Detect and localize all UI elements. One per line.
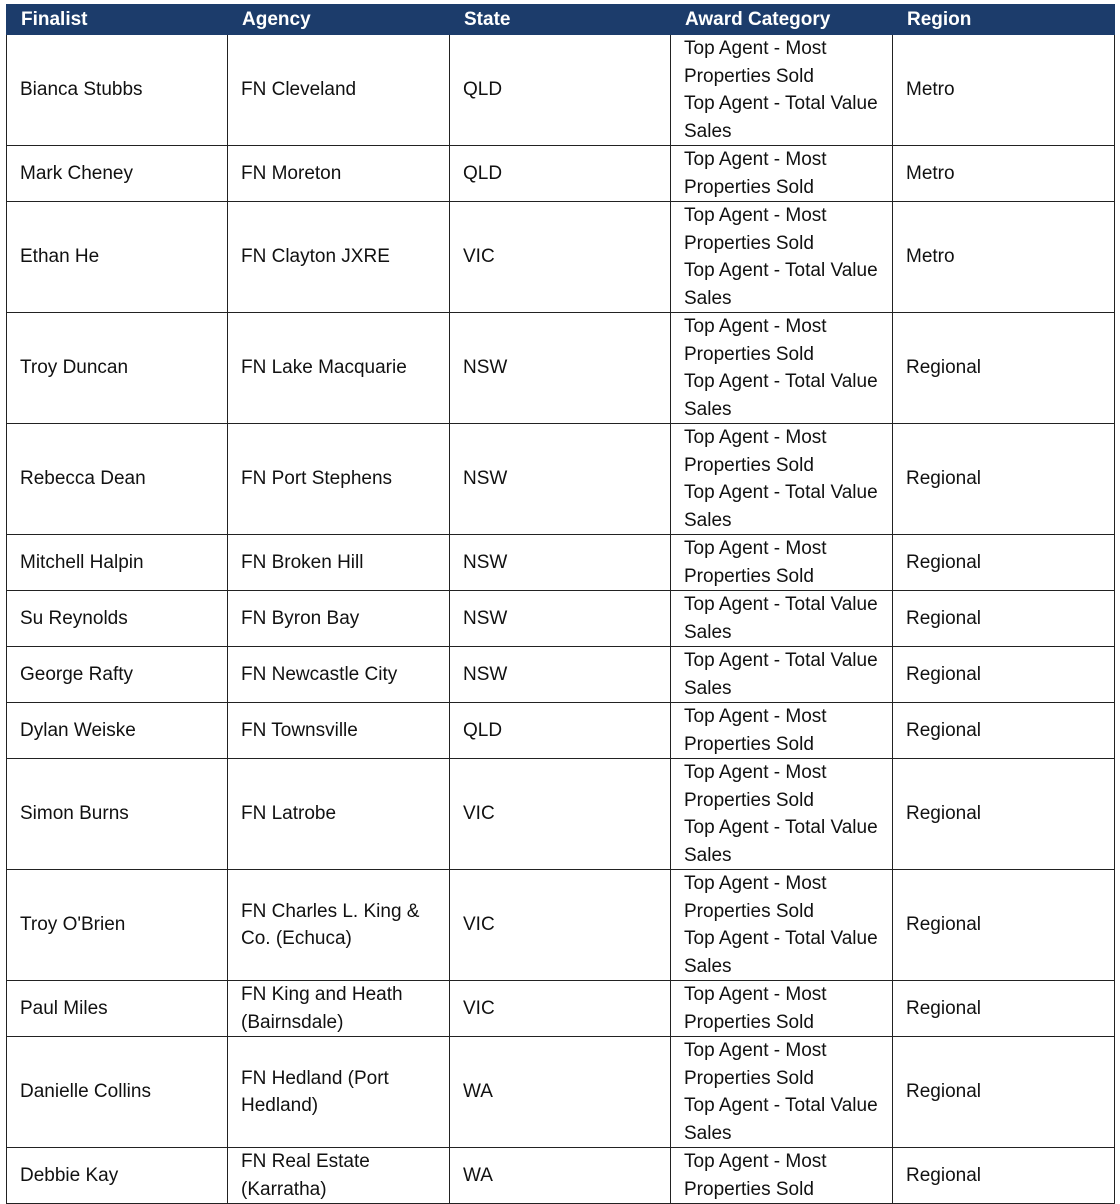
table-row: [7, 202, 1115, 313]
finalists-table: [6, 4, 1115, 1204]
award-category-cell: [671, 202, 893, 313]
state-cell: WA: [450, 1037, 671, 1148]
agency-cell: FN Moreton: [228, 146, 450, 202]
award-category-cell: [671, 146, 893, 202]
header-finalist: Finalist: [7, 5, 228, 35]
award-category-item: Top Agent - Most Properties Sold: [684, 706, 827, 755]
state-cell: NSW: [450, 647, 671, 703]
agency-cell: FN Broken Hill: [228, 535, 450, 591]
finalist-cell: Troy Duncan: [7, 313, 228, 424]
finalists-table-wrapper: [6, 4, 1114, 1204]
table-row: [7, 647, 1115, 703]
award-category-item: Top Agent - Total Value Sales: [684, 928, 878, 977]
agency-cell: FN Real Estate (Karratha): [228, 1148, 450, 1204]
award-category-cell: [671, 1037, 893, 1148]
award-category-cell: [671, 981, 893, 1037]
region-cell: Regional: [893, 1037, 1115, 1148]
award-category-cell: [671, 35, 893, 146]
award-category-item: Top Agent - Most Properties Sold: [684, 149, 827, 198]
agency-cell: FN Charles L. King & Co. (Echuca): [228, 870, 450, 981]
agency-cell: FN Cleveland: [228, 35, 450, 146]
table-row: [7, 759, 1115, 870]
award-category-cell: [671, 759, 893, 870]
state-cell: QLD: [450, 703, 671, 759]
table-header: [7, 5, 1115, 35]
award-category-item: Top Agent - Most Properties Sold: [684, 427, 827, 476]
region-cell: Regional: [893, 647, 1115, 703]
header-agency: Agency: [228, 5, 450, 35]
award-category-item: Top Agent - Most Properties Sold: [684, 984, 827, 1033]
finalist-cell: Troy O'Brien: [7, 870, 228, 981]
region-cell: Regional: [893, 424, 1115, 535]
state-cell: QLD: [450, 35, 671, 146]
agency-cell: FN Clayton JXRE: [228, 202, 450, 313]
region-cell: Regional: [893, 703, 1115, 759]
table-row: [7, 1148, 1115, 1204]
region-cell: Regional: [893, 981, 1115, 1037]
finalist-cell: Paul Miles: [7, 981, 228, 1037]
award-category-cell: [671, 870, 893, 981]
award-category-item: Top Agent - Most Properties Sold: [684, 205, 827, 254]
finalist-cell: Dylan Weiske: [7, 703, 228, 759]
award-category-cell: [671, 535, 893, 591]
header-region: Region: [893, 5, 1115, 35]
finalist-cell: Ethan He: [7, 202, 228, 313]
agency-cell: FN Townsville: [228, 703, 450, 759]
award-category-item: Top Agent - Total Value Sales: [684, 260, 878, 309]
table-row: [7, 1037, 1115, 1148]
award-category-item: Top Agent - Most Properties Sold: [684, 1151, 827, 1200]
agency-cell: FN Newcastle City: [228, 647, 450, 703]
region-cell: Regional: [893, 591, 1115, 647]
award-category-item: Top Agent - Most Properties Sold: [684, 1040, 827, 1089]
award-category-cell: [671, 647, 893, 703]
award-category-item: Top Agent - Total Value Sales: [684, 482, 878, 531]
agency-cell: FN Byron Bay: [228, 591, 450, 647]
award-category-item: Top Agent - Most Properties Sold: [684, 762, 827, 811]
region-cell: Metro: [893, 202, 1115, 313]
agency-cell: FN Port Stephens: [228, 424, 450, 535]
award-category-item: Top Agent - Total Value Sales: [684, 650, 878, 699]
region-cell: Metro: [893, 146, 1115, 202]
finalist-cell: Su Reynolds: [7, 591, 228, 647]
award-category-cell: [671, 591, 893, 647]
finalist-cell: Mark Cheney: [7, 146, 228, 202]
agency-cell: FN Hedland (Port Hedland): [228, 1037, 450, 1148]
table-row: [7, 870, 1115, 981]
finalist-cell: Debbie Kay: [7, 1148, 228, 1204]
state-cell: QLD: [450, 146, 671, 202]
agency-cell: FN Lake Macquarie: [228, 313, 450, 424]
award-category-item: Top Agent - Total Value Sales: [684, 1095, 878, 1144]
award-category-item: Top Agent - Most Properties Sold: [684, 873, 827, 922]
award-category-item: Top Agent - Most Properties Sold: [684, 538, 827, 587]
award-category-item: Top Agent - Total Value Sales: [684, 371, 878, 420]
finalist-cell: Bianca Stubbs: [7, 35, 228, 146]
region-cell: Metro: [893, 35, 1115, 146]
table-row: [7, 535, 1115, 591]
award-category-cell: [671, 703, 893, 759]
finalist-cell: Mitchell Halpin: [7, 535, 228, 591]
region-cell: Regional: [893, 535, 1115, 591]
finalist-cell: George Rafty: [7, 647, 228, 703]
header-row: [7, 5, 1115, 35]
state-cell: VIC: [450, 981, 671, 1037]
award-category-cell: [671, 424, 893, 535]
finalist-cell: Simon Burns: [7, 759, 228, 870]
table-row: [7, 703, 1115, 759]
state-cell: WA: [450, 1148, 671, 1204]
finalist-cell: Danielle Collins: [7, 1037, 228, 1148]
table-row: [7, 35, 1115, 146]
agency-cell: FN Latrobe: [228, 759, 450, 870]
award-category-cell: [671, 1148, 893, 1204]
region-cell: Regional: [893, 759, 1115, 870]
table-row: [7, 313, 1115, 424]
table-body: [7, 35, 1115, 1204]
header-award-category: Award Category: [671, 5, 893, 35]
region-cell: Regional: [893, 870, 1115, 981]
agency-cell: FN King and Heath (Bairnsdale): [228, 981, 450, 1037]
region-cell: Regional: [893, 313, 1115, 424]
table-row: [7, 981, 1115, 1037]
award-category-item: Top Agent - Total Value Sales: [684, 93, 878, 142]
table-row: [7, 591, 1115, 647]
state-cell: VIC: [450, 202, 671, 313]
award-category-item: Top Agent - Total Value Sales: [684, 817, 878, 866]
state-cell: VIC: [450, 759, 671, 870]
finalist-cell: Rebecca Dean: [7, 424, 228, 535]
table-row: [7, 146, 1115, 202]
award-category-item: Top Agent - Most Properties Sold: [684, 316, 827, 365]
header-state: State: [450, 5, 671, 35]
region-cell: Regional: [893, 1148, 1115, 1204]
state-cell: NSW: [450, 424, 671, 535]
award-category-item: Top Agent - Most Properties Sold: [684, 38, 827, 87]
award-category-cell: [671, 313, 893, 424]
award-category-item: Top Agent - Total Value Sales: [684, 594, 878, 643]
state-cell: NSW: [450, 535, 671, 591]
table-row: [7, 424, 1115, 535]
state-cell: NSW: [450, 591, 671, 647]
state-cell: VIC: [450, 870, 671, 981]
state-cell: NSW: [450, 313, 671, 424]
